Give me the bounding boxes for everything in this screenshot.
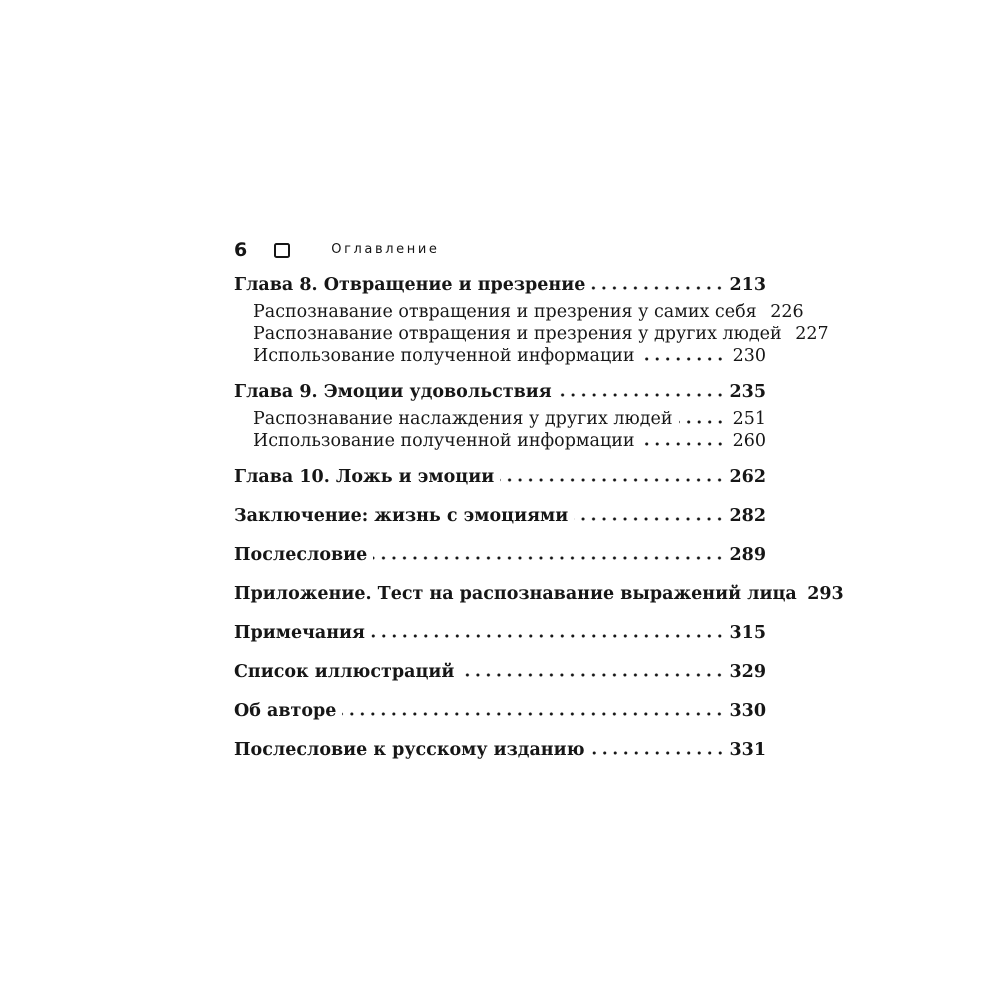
toc-entry: [234, 381, 766, 403]
toc-entry: [234, 505, 766, 527]
dot-leader: [342, 712, 725, 716]
dot-leader: [574, 517, 725, 521]
dot-leader: [641, 357, 725, 361]
dot-leader: [500, 478, 725, 482]
running-header: [234, 239, 766, 261]
toc-entry-title: Использование полученной информации: [253, 431, 635, 451]
dot-leader: [641, 442, 725, 446]
toc-entry: [234, 544, 766, 566]
toc-entry-page: 226: [770, 302, 804, 322]
toc-entry-page: 289: [729, 545, 766, 565]
toc-entry-title: Послесловие к русскому изданию: [234, 740, 585, 760]
toc-entry-page: 235: [729, 382, 766, 402]
square-bullet-icon: [274, 243, 290, 258]
toc-entry: [234, 583, 844, 605]
dot-leader: [591, 751, 725, 755]
toc-entry: [234, 323, 829, 345]
toc-entry: [234, 345, 766, 367]
toc-entry: [234, 274, 766, 296]
toc-entry-page: 331: [729, 740, 766, 760]
dot-leader: [591, 286, 725, 290]
toc-entry: [234, 739, 766, 761]
dot-leader: [679, 420, 725, 424]
toc-entry: [234, 661, 766, 683]
toc-entry-title: Примечания: [234, 623, 365, 643]
page-number: 6: [234, 239, 248, 261]
toc-entry-page: 329: [729, 662, 766, 682]
dot-leader: [460, 673, 725, 677]
dot-leader: [373, 556, 725, 560]
toc-entry-title: Распознавание отвращения и презрения у самих себя: [253, 302, 757, 322]
toc-entry: [234, 700, 766, 722]
toc-entry: [234, 301, 804, 323]
toc-entry-title: Список иллюстраций: [234, 662, 455, 682]
toc-entry-page: 251: [732, 409, 766, 429]
toc-entry: [234, 430, 766, 452]
toc-entry-title: Глава 10. Ложь и эмоции: [234, 467, 495, 487]
header-title: Оглавление: [331, 242, 440, 257]
toc-entry-page: 213: [729, 275, 766, 295]
toc-entry-title: Глава 8. Отвращение и презрение: [234, 275, 586, 295]
toc-entry-page: 227: [795, 324, 829, 344]
toc-entry: [234, 408, 766, 430]
toc-entry-title: Распознавание наслаждения у других людей: [253, 409, 673, 429]
dot-leader: [371, 634, 725, 638]
toc-entry-title: Приложение. Тест на распознавание выражений лица: [234, 584, 797, 604]
toc-entry-title: Послесловие: [234, 545, 368, 565]
toc-list: [234, 262, 844, 761]
toc-entry-title: Использование полученной информации: [253, 346, 635, 366]
toc-entry-page: 230: [732, 346, 766, 366]
toc-entry-page: 262: [729, 467, 766, 487]
toc-entry: [234, 466, 766, 488]
toc-entry-page: 330: [729, 701, 766, 721]
toc-entry-page: 315: [729, 623, 766, 643]
toc-entry-title: Глава 9. Эмоции удовольствия: [234, 382, 552, 402]
toc-entry-page: 293: [807, 584, 844, 604]
dot-leader: [558, 393, 725, 397]
toc-entry-page: 260: [732, 431, 766, 451]
toc-entry-title: Распознавание отвращения и презрения у других людей: [253, 324, 782, 344]
toc-entry-page: 282: [729, 506, 766, 526]
toc-entry-title: Об авторе: [234, 701, 337, 721]
toc-entry: [234, 622, 766, 644]
toc-entry-title: Заключение: жизнь с эмоциями: [234, 506, 569, 526]
